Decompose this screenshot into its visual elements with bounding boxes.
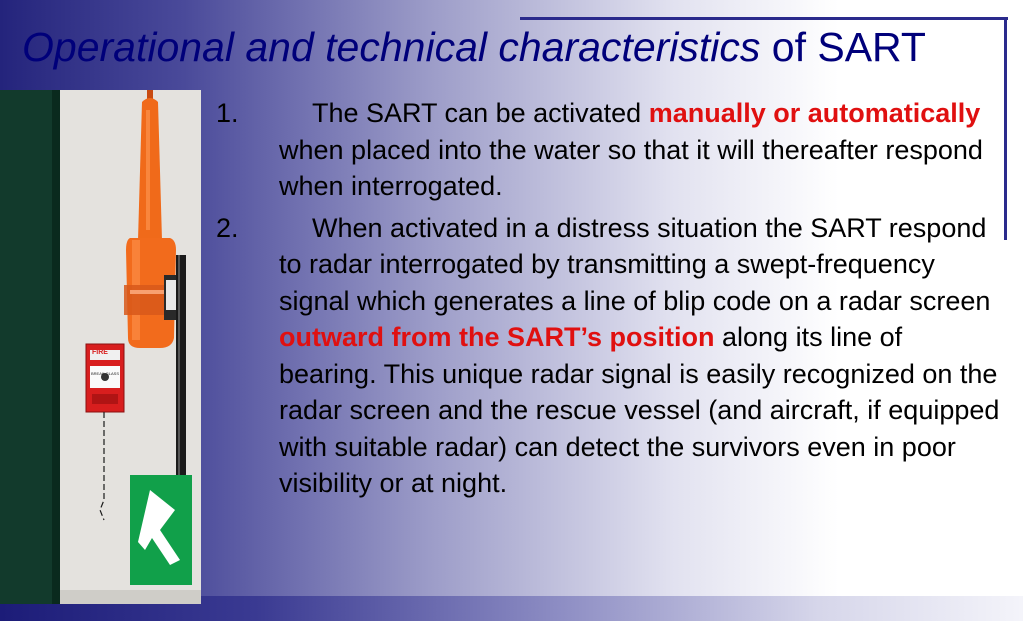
slide-title-plain: of SART — [760, 24, 926, 70]
slide-title-italic: Operational and technical characteristics — [22, 24, 761, 70]
list-item-text: along its line of bearing. This unique radar signal is easily recognized on the radar screen and the rescue vessel (and aircraft, if equipped with suitable radar) can detect the survivors even in poor visibility or at night. — [279, 322, 1000, 498]
decorative-right-line — [1004, 17, 1007, 240]
list-item-emphasis: manually or automatically — [648, 98, 981, 128]
list-item — [216, 210, 1001, 502]
decorative-top-line — [520, 17, 1008, 20]
fire-alarm-sublabel: BREAK GLASS — [91, 371, 120, 376]
list-item-text: The SART can be activated — [312, 98, 649, 128]
sart-device-photo — [0, 90, 201, 604]
fire-alarm-label: FIRE — [92, 349, 108, 356]
list-item-text: when placed into the water so that it will thereafter respond when interrogated. — [279, 134, 983, 201]
list-item-emphasis: outward from the SART’s position — [279, 322, 715, 352]
content-list — [216, 95, 1001, 507]
list-item-number: 1. — [216, 98, 239, 128]
list-item — [216, 95, 1001, 205]
slide-title — [22, 24, 926, 70]
list-item-number: 2. — [216, 212, 239, 243]
list-item-text: When activated in a distress situation the SART respond to radar interrogated by transmitting a swept-frequency signal which generates a line of blip code on a radar screen — [279, 212, 991, 316]
